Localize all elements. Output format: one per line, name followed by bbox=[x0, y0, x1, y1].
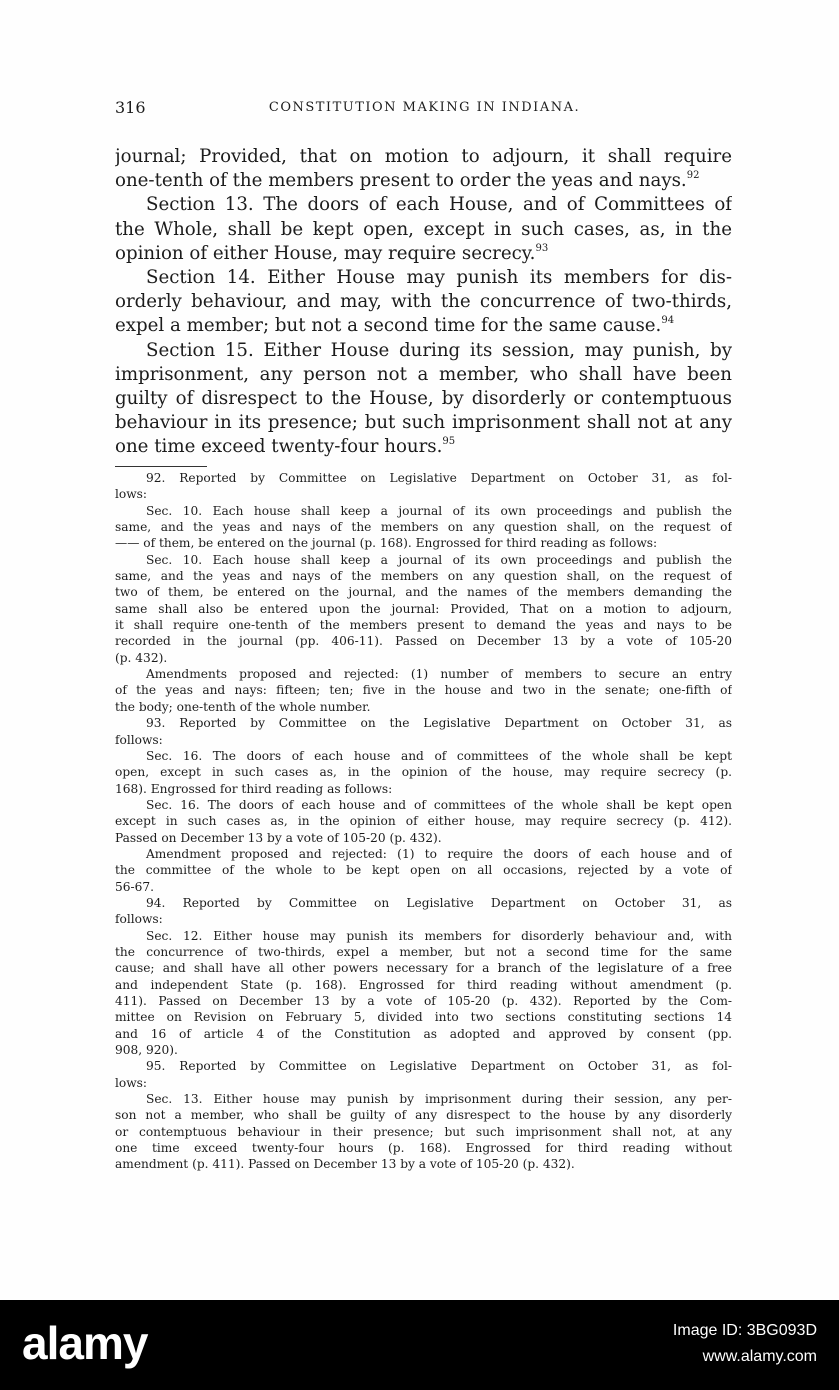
footnote-line: follows: bbox=[115, 912, 163, 927]
main-paragraph bbox=[115, 266, 732, 339]
footnote-line: 411). Passed on December 13 by a vote of 105-20 (p. 432). Reported by the Com- bbox=[115, 994, 732, 1008]
footnote-line: 92. Reported by Committee on Legislative Department on October 31, as fol- bbox=[146, 471, 732, 485]
footnote-paragraph bbox=[115, 666, 732, 715]
site-url: www.alamy.com bbox=[702, 1348, 817, 1365]
footnote-line: same shall also be entered upon the journal: Provided, That on a motion to adjourn, bbox=[115, 601, 732, 616]
footnote-line: the concurrence of two-thirds, expel a member, but not a second time for the same bbox=[115, 944, 732, 959]
footnote-line: Sec. 10. Each house shall keep a journal of its own proceedings and publish the bbox=[146, 503, 732, 518]
footnote-line: of the yeas and nays: fifteen; ten; five in the house and two in the senate; one-fifth of bbox=[115, 683, 732, 698]
footnote-line: Sec. 16. The doors of each house and of committees of the whole shall be kept bbox=[146, 748, 732, 763]
footnote-line: 94. Reported by Committee on Legislative Department on October 31, as bbox=[146, 895, 732, 910]
footnote-line: Amendment proposed and rejected: (1) to require the doors of each house and of bbox=[146, 846, 732, 861]
main-line: Section 14. Either House may punish its members for dis- bbox=[146, 266, 732, 288]
footnote-line: the committee of the whole to be kept open on all occasions, rejected by a vote of bbox=[115, 863, 732, 878]
footnote-line: recorded in the journal (pp. 406-11). Passed on December 13 by a vote of 105-20 bbox=[115, 634, 732, 649]
footnote-line: the body; one-tenth of the whole number. bbox=[115, 699, 371, 714]
alamy-logo: alamy bbox=[22, 1317, 148, 1369]
footnote-line: (p. 432). bbox=[115, 650, 168, 665]
footnote-line: 908, 920). bbox=[115, 1043, 178, 1058]
main-line: behaviour in its presence; but such imprisonment shall not at any bbox=[115, 412, 732, 434]
footnote-line: —— of them, be entered on the journal (p. 168). Engrossed for third reading as follows: bbox=[115, 536, 658, 551]
footnote-line: open, except in such cases as, in the opinion of the house, may require secrecy (p. bbox=[115, 765, 732, 780]
main-line: opinion of either House, may require secrecy.$^{93}$ bbox=[115, 242, 549, 264]
footnote-line: except in such cases as, in the opinion of either house, may require secrecy (p. 412). bbox=[115, 814, 732, 829]
footnote-line: two of them, be entered on the journal, and the names of the members demanding the bbox=[115, 585, 732, 600]
footnote-line: Sec. 10. Each house shall keep a journal of its own proceedings and publish the bbox=[146, 552, 732, 567]
footnote-paragraph bbox=[115, 797, 732, 846]
footnote-paragraph bbox=[115, 1091, 732, 1173]
main-line: orderly behaviour, and may, with the concurrence of two-thirds, bbox=[115, 291, 732, 313]
footnote-line: or contemptuous behaviour in their presence; but such imprisonment shall not, at any bbox=[115, 1124, 732, 1139]
footnote-line: amendment (p. 411). Passed on December 13 by a vote of 105-20 (p. 432). bbox=[115, 1157, 575, 1172]
main-paragraph bbox=[115, 193, 732, 266]
footnotes bbox=[115, 470, 732, 1173]
footnote-ref[interactable]: 92 bbox=[686, 170, 700, 182]
watermark-bar bbox=[0, 1300, 839, 1390]
main-line: imprisonment, any person not a member, who shall have been bbox=[115, 363, 732, 385]
footnote-line: Sec. 12. Either house may punish its members for disorderly behaviour and, with bbox=[146, 928, 732, 943]
footnote-paragraph bbox=[115, 1058, 732, 1091]
footnote-line: mittee on Revision on February 5, divided into two sections constituting sections 14 bbox=[115, 1010, 732, 1025]
footnote-line: one time exceed twenty-four hours (p. 168). Engrossed for third reading without bbox=[115, 1141, 732, 1156]
main-line: one time exceed twenty-four hours.$^{95}$ bbox=[115, 436, 456, 458]
image-id: Image ID: 3BG093D bbox=[672, 1322, 817, 1339]
main-line: guilty of disrespect to the House, by disorderly or contemptuous bbox=[115, 387, 732, 409]
footnote-line: lows: bbox=[115, 487, 148, 502]
footnote-line: Amendments proposed and rejected: (1) number of members to secure an entry bbox=[146, 667, 732, 682]
footnote-line: Sec. 16. The doors of each house and of committees of the whole shall be kept open bbox=[146, 797, 732, 812]
page-number: 316 bbox=[115, 98, 146, 117]
footnote-line: Sec. 13. Either house may punish by imprisonment during their session, any per- bbox=[146, 1092, 732, 1107]
footnote-rule bbox=[115, 466, 207, 467]
footnote-line: Passed on December 13 by a vote of 105-20 (p. 432). bbox=[115, 830, 442, 845]
main-paragraph bbox=[115, 339, 732, 460]
main-paragraph bbox=[115, 145, 732, 193]
footnote-line: cause; and shall have all other powers necessary for a branch of the legislature of a free bbox=[115, 961, 732, 976]
footnote-ref[interactable]: 94 bbox=[661, 315, 675, 327]
main-line: Section 15. Either House during its session, may punish, by bbox=[146, 339, 732, 361]
footnote-paragraph bbox=[115, 715, 732, 748]
main-line: the Whole, shall be kept open, except in such cases, as, in the bbox=[115, 218, 732, 240]
footnote-line: 168). Engrossed for third reading as follows: bbox=[115, 781, 393, 796]
footnote-paragraph bbox=[115, 895, 732, 928]
footnote-paragraph bbox=[115, 503, 732, 552]
footnote-ref[interactable]: 93 bbox=[535, 242, 549, 254]
main-line: expel a member; but not a second time for the same cause.$^{94}$ bbox=[115, 315, 675, 337]
footnote-paragraph bbox=[115, 928, 732, 1059]
main-line: Section 13. The doors of each House, and of Committees of bbox=[146, 194, 732, 216]
footnote-paragraph bbox=[115, 470, 732, 503]
footnote-ref[interactable]: 95 bbox=[442, 436, 456, 448]
main-line: journal; Provided, that on motion to adjourn, it shall require bbox=[115, 146, 732, 167]
footnote-line: it shall require one-tenth of the members present to demand the yeas and nays to be bbox=[115, 618, 732, 633]
footnote-paragraph bbox=[115, 748, 732, 797]
footnote-paragraph bbox=[115, 552, 732, 666]
footnote-line: lows: bbox=[115, 1075, 148, 1090]
footnote-line: son not a member, who shall be guilty of any disrespect to the house by any disorderly bbox=[115, 1108, 732, 1123]
footnote-line: same, and the yeas and nays of the members on any question shall, on the request of bbox=[115, 569, 732, 584]
footnote-line: and independent State (p. 168). Engrossed for third reading without amendment (p. bbox=[115, 977, 732, 992]
footnote-line: same, and the yeas and nays of the members on any question shall, on the request of bbox=[115, 520, 732, 535]
main-text bbox=[115, 145, 732, 459]
footnote-paragraph bbox=[115, 846, 732, 895]
footnote-line: follows: bbox=[115, 732, 163, 747]
footnote-line: and 16 of article 4 of the Constitution as adopted and approved by consent (pp. bbox=[115, 1026, 732, 1041]
footnote-line: 95. Reported by Committee on Legislative Department on October 31, as fol- bbox=[146, 1059, 732, 1074]
footnote-line: 56-67. bbox=[115, 879, 155, 894]
footnote-line: 93. Reported by Committee on the Legislative Department on October 31, as bbox=[146, 716, 732, 731]
running-title: CONSTITUTION MAKING IN INDIANA. bbox=[268, 100, 581, 115]
main-line: one-tenth of the members present to order the yeas and nays.$^{92}$ bbox=[115, 170, 700, 192]
